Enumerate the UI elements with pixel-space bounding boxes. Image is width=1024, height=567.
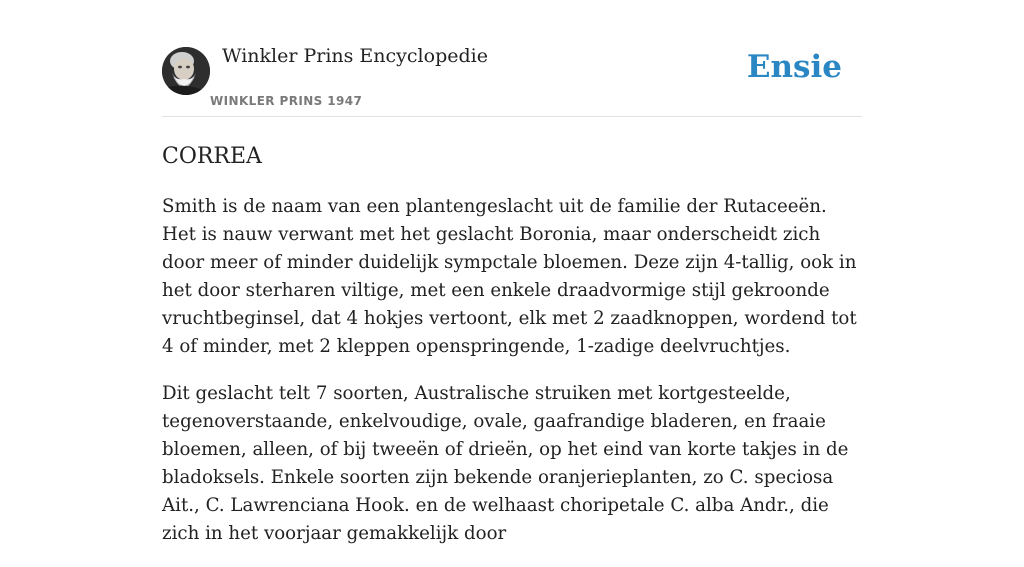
ensie-logo[interactable]: Ensie [746,49,842,85]
article-paragraph: Dit geslacht telt 7 soorten, Australische struiken met kortgesteelde, tegenoverstaande, enkelvoudige, ovale, gaafrandige bladeren, en fraaie bloemen, alleen, of bij tweeën of drieën, op het eind van korte takjes in de bladoksels. Enkele soorten zijn bekende oranjerieplanten, zo C. speciosa Ait., C. Lawrenciana Hook. en de welhaast choripetale C. alba Andr., die zich in het voorjaar gemakkelijk door [162,383,849,544]
bearded-man-portrait-icon [162,47,210,95]
edition-label[interactable]: WINKLER PRINS 1947 [210,94,363,108]
article-body [162,193,862,548]
page-header [162,0,862,117]
article-page [162,0,862,567]
site-title[interactable]: Winkler Prins Encyclopedie [222,45,488,67]
article-title: CORREA [162,144,262,169]
article-paragraph: Smith is de naam van een plantengeslacht uit de familie der Rutaceeën. Het is nauw verwant met het geslacht Boronia, maar onderscheidt zich door meer of minder duidelijk sympctale bloemen. Deze zijn 4-tallig, ook in het door sterharen viltige, met een enkele draadvormige stijl gekroonde vruchtbeginsel, dat 4 hokjes vertoont, elk met 2 zaadknoppen, wordend tot 4 of minder, met 2 kleppen openspringende, 1-zadige deelvruchtjes. [162,196,857,357]
author-avatar[interactable] [162,47,210,95]
